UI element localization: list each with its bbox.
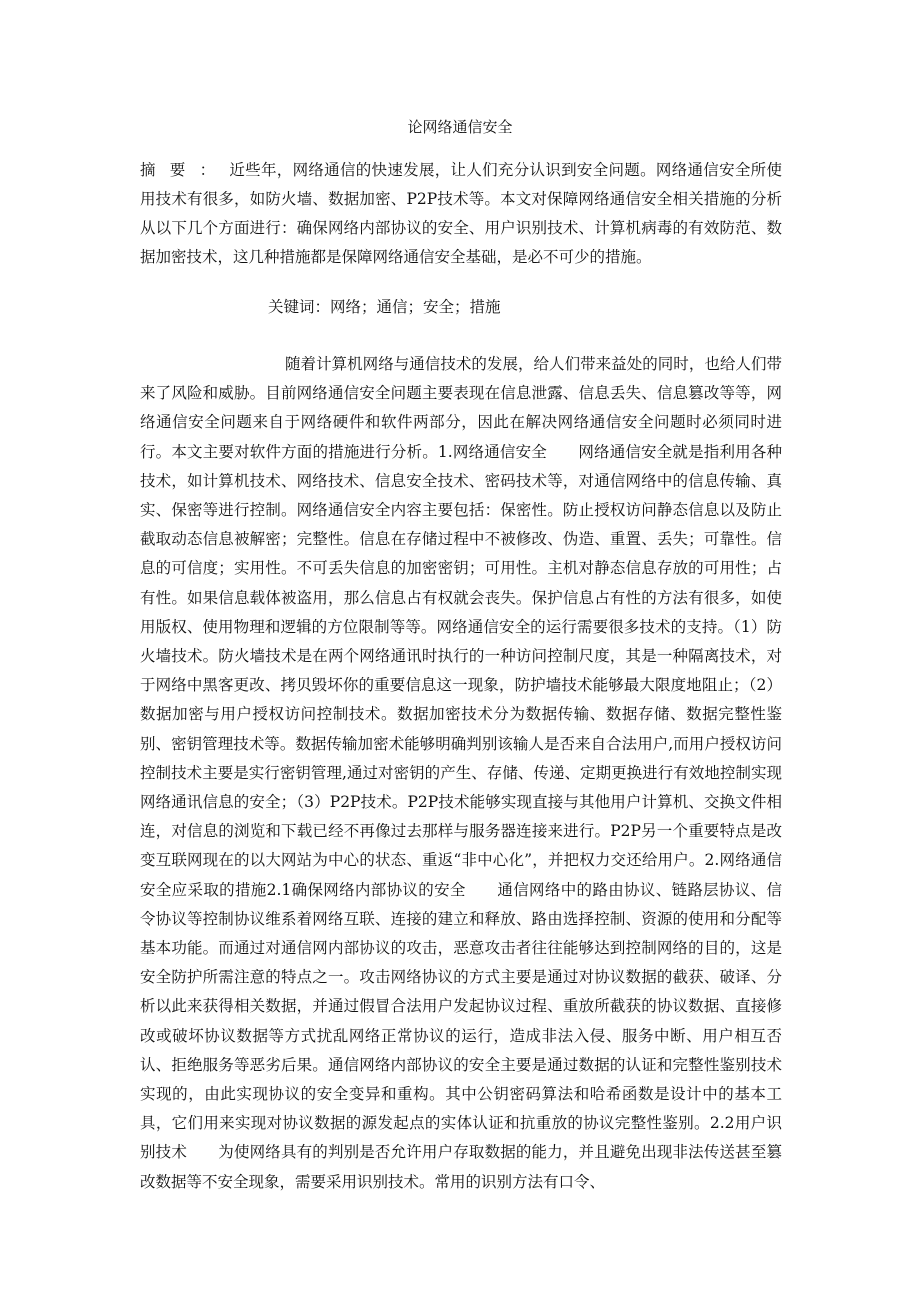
document-title: 论网络通信安全 bbox=[407, 118, 513, 136]
abstract-paragraph bbox=[140, 156, 782, 272]
body-paragraph: 随着计算机网络与通信技术的发展，给人们带来益处的同时，也给人们带来了风险和威胁。目前网络通信安全问题主要表现在信息泄露、信息丢失、信息篡改等等，网络通信安全问题来自于网络硬件和软件两部分，因此在解决网络通信安全问题时必须同时进行。本文主要对软件方面的措施进行分析。1.网络通信安全 网络通信安全就是指利用各种技术，如计算机技术、网络技术、信息安全技术、密码技术等，对通信网络中的信息传输、真实、保密等进行控制。网络通信安全内容主要包括：保密性。防止授权访问静态信息以及防止截取动态信息被解密；完整性。信息在存储过程中不被修改、伪造、重置、丢失；可靠性。信息的可信度；实用性。不可丢失信息的加密密钥；可用性。主机对静态信息存放的可用性；占有性。如果信息载体被盗用，那么信息占有权就会丧失。保护信息占有性的方法有很多，如使用版权、使用物理和逻辑的方位限制等等。网络通信安全的运行需要很多技术的支持。（1）防火墙技术。防火墙技术是在两个网络通讯时执行的一种访问控制尺度，其是一种隔离技术，对于网络中黑客更改、拷贝毁坏你的重要信息这一现象，防护墙技术能够最大限度地阻止；（2）数据加密与用户授权访问控制技术。数据加密技术分为数据传输、数据存储、数据完整性鉴别、密钥管理技术等。数据传输加密术能够明确判别该输人是否来自合法用户,而用户授权访问控制技术主要是实行密钥管理,通过对密钥的产生、存储、传递、定期更换进行有效地控制实现网络通讯信息的安全；（3）P2P技术。P2P技术能够实现直接与其他用户计算机、交换文件相连，对信息的浏览和下载已经不再像过去那样与服务器连接来进行。P2P另一个重要特点是改变互联网现在的以大网站为中心的状态、重返“非中心化”，并把权力交还给用户。2.网络通信安全应采取的措施2.1确保网络内部协议的安全 通信网络中的路由协议、链路层协议、信令协议等控制协议维系着网络互联、连接的建立和释放、路由选择控制、资源的使用和分配等基本功能。而通过对通信网内部协议的攻击，恶意攻击者往往能够达到控制网络的目的，这是安全防护所需注意的特点之一。攻击网络协议的方式主要是通过对协议数据的截获、破译、分析以此来获得相关数据，并通过假冒合法用户发起协议过程、重放所截获的协议数据、直接修改或破坏协议数据等方式扰乱网络正常协议的运行，造成非法入侵、服务中断、用户相互否认、拒绝服务等恶劣后果。通信网络内部协议的安全主要是通过数据的认证和完整性鉴别技术实现的，由此实现协议的安全变异和重构。其中公钥密码算法和哈希函数是设计中的基本工具，它们用来实现对协议数据的源发起点的实体认证和抗重放的协议完整性鉴别。2.2用户识别技术 为使网络具有的判别是否允许用户存取数据的能力，并且避免出现非法传送甚至篡改数据等不安全现象，需要采用识别技术。常用的识别方法有口令、 bbox=[140, 355, 782, 1191]
keywords-line: 关键词：网络；通信；安全；措施 bbox=[268, 298, 501, 316]
abstract-text: 近些年，网络通信的快速发展，让人们充分认识到安全问题。网络通信安全所使用技术有很多，如防火墙、数据加密、P2P技术等。本文对保障网络通信安全相关措施的分析从以下几个方面进行：确保网络内部协议的安全、用户识别技术、计算机病毒的有效防范、数据加密技术，这几种措施都是保障网络通信安全基础，是必不可少的措施。 bbox=[140, 161, 782, 266]
abstract-label: 摘要： bbox=[140, 161, 230, 179]
